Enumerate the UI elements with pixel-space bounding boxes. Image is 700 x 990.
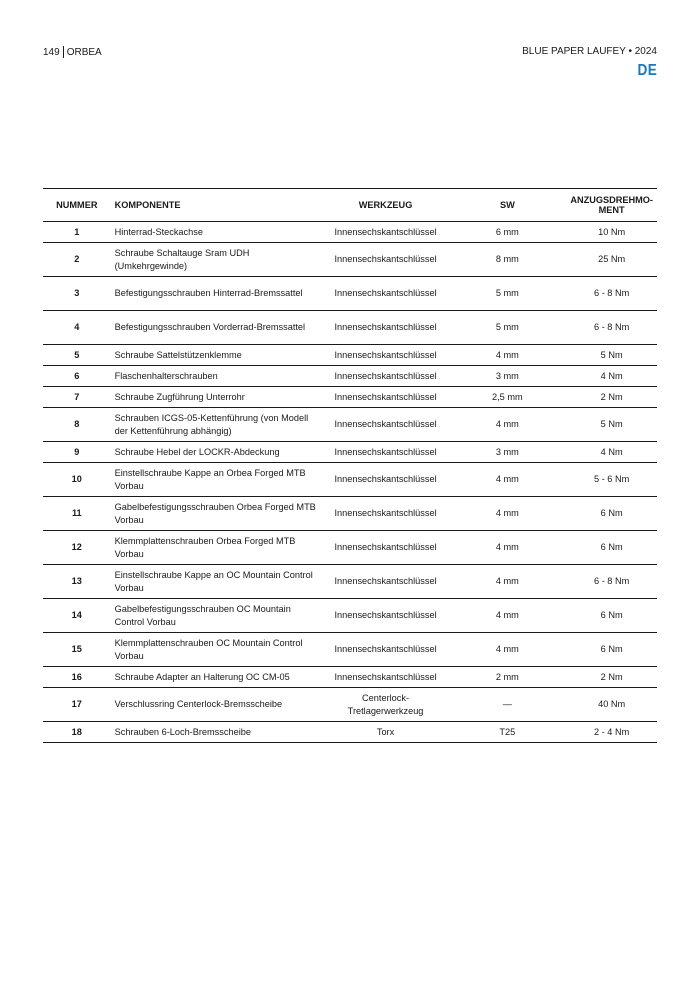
cell-torque: 25 Nm <box>566 243 657 277</box>
cell-tool: Innensechskantschlüssel <box>323 442 449 463</box>
cell-number: 13 <box>43 565 111 599</box>
cell-tool: Innensechskantschlüssel <box>323 222 449 243</box>
column-header-wrench-size: SW <box>448 189 566 222</box>
cell-tool: Innensechskantschlüssel <box>323 531 449 565</box>
header-divider <box>63 46 64 58</box>
cell-number: 11 <box>43 497 111 531</box>
cell-torque: 5 Nm <box>566 408 657 442</box>
cell-component: Einstellschraube Kappe an OC Mountain Control Vorbau <box>111 565 323 599</box>
language-badge: DE <box>637 62 657 79</box>
cell-torque: 5 - 6 Nm <box>566 463 657 497</box>
cell-tool: Innensechskantschlüssel <box>323 345 449 366</box>
cell-wrench-size: 3 mm <box>448 442 566 463</box>
cell-torque: 4 Nm <box>566 442 657 463</box>
cell-component: Schraube Schaltauge Sram UDH (Umkehrgewinde) <box>111 243 323 277</box>
cell-component: Befestigungsschrauben Hinterrad-Bremssattel <box>111 277 323 311</box>
cell-number: 4 <box>43 311 111 345</box>
cell-number: 9 <box>43 442 111 463</box>
cell-component: Schrauben 6-Loch-Bremsscheibe <box>111 722 323 743</box>
cell-wrench-size: 6 mm <box>448 222 566 243</box>
table-row <box>43 345 657 366</box>
cell-component: Schraube Adapter an Halterung OC CM-05 <box>111 667 323 688</box>
cell-tool: Innensechskantschlüssel <box>323 565 449 599</box>
cell-component: Schraube Sattelstützenklemme <box>111 345 323 366</box>
cell-component: Flaschenhalterschrauben <box>111 366 323 387</box>
cell-wrench-size: 4 mm <box>448 345 566 366</box>
cell-torque: 6 Nm <box>566 531 657 565</box>
cell-tool: Innensechskantschlüssel <box>323 667 449 688</box>
cell-wrench-size: — <box>448 688 566 722</box>
cell-component: Klemmplattenschrauben Orbea Forged MTB Vorbau <box>111 531 323 565</box>
cell-component: Befestigungsschrauben Vorderrad-Bremssattel <box>111 311 323 345</box>
torque-spec-table <box>43 188 657 743</box>
table-row <box>43 497 657 531</box>
table-body <box>43 222 657 743</box>
table-row <box>43 463 657 497</box>
cell-component: Gabelbefestigungsschrauben Orbea Forged MTB Vorbau <box>111 497 323 531</box>
cell-number: 18 <box>43 722 111 743</box>
cell-component: Einstellschraube Kappe an Orbea Forged MTB Vorbau <box>111 463 323 497</box>
cell-torque: 6 Nm <box>566 497 657 531</box>
table-row <box>43 408 657 442</box>
cell-wrench-size: 3 mm <box>448 366 566 387</box>
page-header-left <box>43 46 102 58</box>
table-row <box>43 599 657 633</box>
table-row <box>43 311 657 345</box>
cell-tool: Innensechskantschlüssel <box>323 387 449 408</box>
cell-wrench-size: T25 <box>448 722 566 743</box>
table-header-row <box>43 189 657 222</box>
column-header-number: NUMMER <box>43 189 111 222</box>
table-row <box>43 243 657 277</box>
table-row <box>43 442 657 463</box>
cell-wrench-size: 4 mm <box>448 463 566 497</box>
cell-torque: 2 Nm <box>566 387 657 408</box>
cell-wrench-size: 4 mm <box>448 497 566 531</box>
cell-torque: 6 - 8 Nm <box>566 565 657 599</box>
cell-tool: Innensechskantschlüssel <box>323 599 449 633</box>
cell-torque: 6 - 8 Nm <box>566 311 657 345</box>
column-header-component: KOMPONENTE <box>111 189 323 222</box>
cell-torque: 6 Nm <box>566 633 657 667</box>
cell-tool: Innensechskantschlüssel <box>323 311 449 345</box>
cell-tool: Innensechskantschlüssel <box>323 408 449 442</box>
cell-torque: 6 Nm <box>566 599 657 633</box>
cell-tool: Innensechskantschlüssel <box>323 366 449 387</box>
table-row <box>43 387 657 408</box>
table-row <box>43 531 657 565</box>
cell-torque: 5 Nm <box>566 345 657 366</box>
cell-number: 3 <box>43 277 111 311</box>
table-row <box>43 688 657 722</box>
cell-component: Schraube Hebel der LOCKR-Abdeckung <box>111 442 323 463</box>
cell-number: 8 <box>43 408 111 442</box>
cell-tool: Innensechskantschlüssel <box>323 277 449 311</box>
cell-wrench-size: 4 mm <box>448 633 566 667</box>
cell-number: 15 <box>43 633 111 667</box>
table-row <box>43 565 657 599</box>
cell-component: Schrauben ICGS-05-Kettenführung (von Modell der Kettenführung abhängig) <box>111 408 323 442</box>
table-row <box>43 722 657 743</box>
cell-wrench-size: 2,5 mm <box>448 387 566 408</box>
column-header-torque: ANZUGSDREHMO-MENT <box>566 189 657 222</box>
cell-wrench-size: 8 mm <box>448 243 566 277</box>
cell-component: Hinterrad-Steckachse <box>111 222 323 243</box>
cell-number: 10 <box>43 463 111 497</box>
document-title: BLUE PAPER LAUFEY • 2024 <box>522 46 657 57</box>
cell-torque: 4 Nm <box>566 366 657 387</box>
cell-component: Schraube Zugführung Unterrohr <box>111 387 323 408</box>
cell-number: 5 <box>43 345 111 366</box>
cell-wrench-size: 4 mm <box>448 408 566 442</box>
column-header-tool: WERKZEUG <box>323 189 449 222</box>
cell-number: 1 <box>43 222 111 243</box>
cell-number: 14 <box>43 599 111 633</box>
page-number: 149 <box>43 46 60 58</box>
cell-tool: Innensechskantschlüssel <box>323 243 449 277</box>
cell-wrench-size: 5 mm <box>448 311 566 345</box>
cell-wrench-size: 4 mm <box>448 531 566 565</box>
brand-name: ORBEA <box>66 46 102 58</box>
table-row <box>43 633 657 667</box>
cell-number: 6 <box>43 366 111 387</box>
cell-tool: Innensechskantschlüssel <box>323 463 449 497</box>
cell-number: 12 <box>43 531 111 565</box>
cell-torque: 6 - 8 Nm <box>566 277 657 311</box>
cell-wrench-size: 2 mm <box>448 667 566 688</box>
cell-wrench-size: 4 mm <box>448 599 566 633</box>
cell-component: Klemmplattenschrauben OC Mountain Control Vorbau <box>111 633 323 667</box>
table-row <box>43 222 657 243</box>
table-row <box>43 366 657 387</box>
cell-tool: Torx <box>323 722 449 743</box>
cell-wrench-size: 4 mm <box>448 565 566 599</box>
table-row <box>43 277 657 311</box>
cell-component: Verschlussring Centerlock-Bremsscheibe <box>111 688 323 722</box>
cell-tool: Centerlock-Tretlagerwerkzeug <box>323 688 449 722</box>
table-row <box>43 667 657 688</box>
cell-torque: 40 Nm <box>566 688 657 722</box>
cell-number: 2 <box>43 243 111 277</box>
cell-number: 16 <box>43 667 111 688</box>
cell-wrench-size: 5 mm <box>448 277 566 311</box>
cell-number: 17 <box>43 688 111 722</box>
cell-torque: 2 - 4 Nm <box>566 722 657 743</box>
cell-torque: 10 Nm <box>566 222 657 243</box>
cell-component: Gabelbefestigungsschrauben OC Mountain Control Vorbau <box>111 599 323 633</box>
cell-tool: Innensechskantschlüssel <box>323 633 449 667</box>
cell-number: 7 <box>43 387 111 408</box>
cell-torque: 2 Nm <box>566 667 657 688</box>
cell-tool: Innensechskantschlüssel <box>323 497 449 531</box>
